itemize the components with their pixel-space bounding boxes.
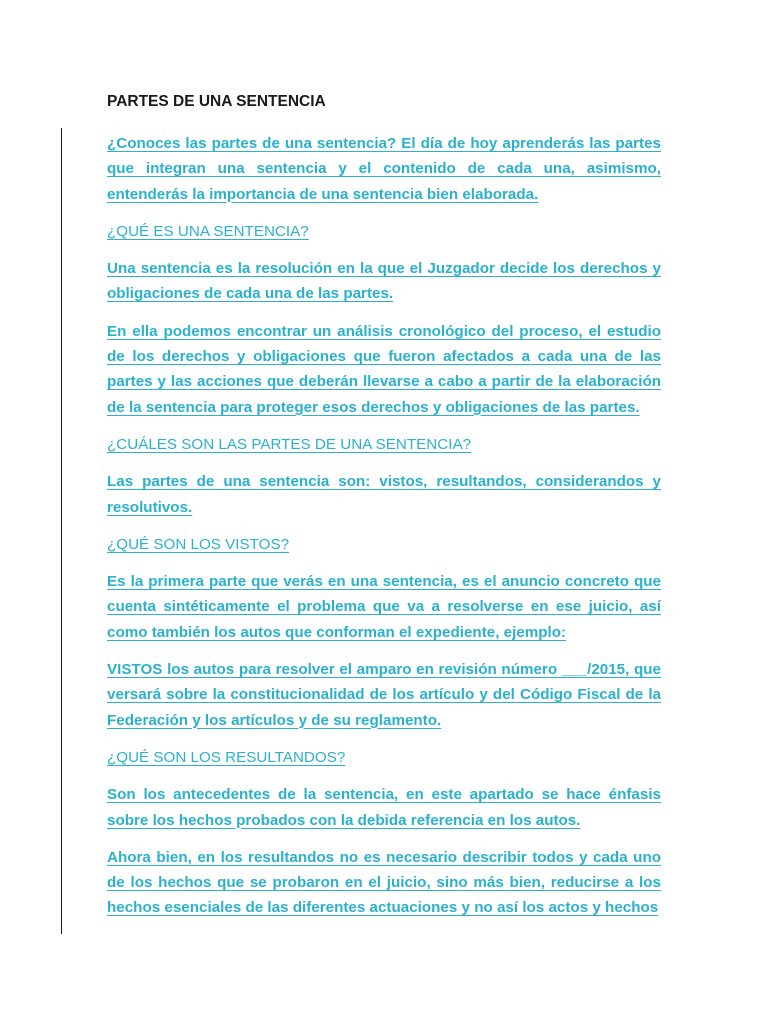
vistos-example-paragraph-link[interactable]: VISTOS los autos para resolver el amparo en revisión número ___/2015, que versará sobre la constitucionalidad de los artículo y del Código Fiscal de la Federación y los artículos y de su reglamento. bbox=[107, 661, 661, 729]
document-body bbox=[107, 131, 661, 933]
definition-paragraph-link[interactable]: Una sentencia es la resolución en la que el Juzgador decide los derechos y obligaciones de cada una de las partes. bbox=[107, 260, 661, 303]
resultandos-detail-paragraph-link[interactable]: Ahora bien, en los resultandos no es necesario describir todos y cada uno de los hechos que se probaron en el juicio, sino más bien, reducirse a los hechos esenciales de las diferentes actuaciones y no así los actos y hechos bbox=[107, 848, 661, 917]
resultandos-paragraph-link[interactable]: Son los antecedentes de la sentencia, en este apartado se hace énfasis sobre los hechos probados con la debida referencia en los autos. bbox=[107, 786, 661, 829]
vistos-paragraph-link[interactable]: Es la primera parte que verás en una sentencia, es el anuncio concreto que cuenta sintéticamente el problema que va a resolverse en ese juicio, así como también los autos que conforman el expediente, ejemplo: bbox=[107, 573, 661, 641]
parts-paragraph-link[interactable]: Las partes de una sentencia son: vistos, resultandos, considerandos y resolutivos. bbox=[107, 473, 661, 516]
margin-change-bar bbox=[61, 128, 62, 934]
section-heading-vistos[interactable]: ¿QUÉ SON LOS VISTOS? bbox=[107, 535, 290, 553]
document-title: PARTES DE UNA SENTENCIA bbox=[107, 93, 326, 110]
analysis-paragraph-link[interactable]: En ella podemos encontrar un análisis cronológico del proceso, el estudio de los derechos y obligaciones que fueron afectados a cada una de las partes y las acciones que deberán llevarse a cabo a partir de la elaboración de la sentencia para proteger esos derechos y obligaciones de las partes. bbox=[107, 322, 661, 416]
section-heading-partes[interactable]: ¿CUÁLES SON LAS PARTES DE UNA SENTENCIA? bbox=[107, 435, 472, 453]
section-heading-resultandos[interactable]: ¿QUÉ SON LOS RESULTANDOS? bbox=[107, 748, 346, 766]
section-heading-que-es[interactable]: ¿QUÉ ES UNA SENTENCIA? bbox=[107, 222, 309, 240]
intro-paragraph-link[interactable]: ¿Conoces las partes de una sentencia? El día de hoy aprenderás las partes que integran una sentencia y el contenido de cada una, asimismo, entenderás la importancia de una sentencia bien elaborada. bbox=[107, 135, 661, 203]
